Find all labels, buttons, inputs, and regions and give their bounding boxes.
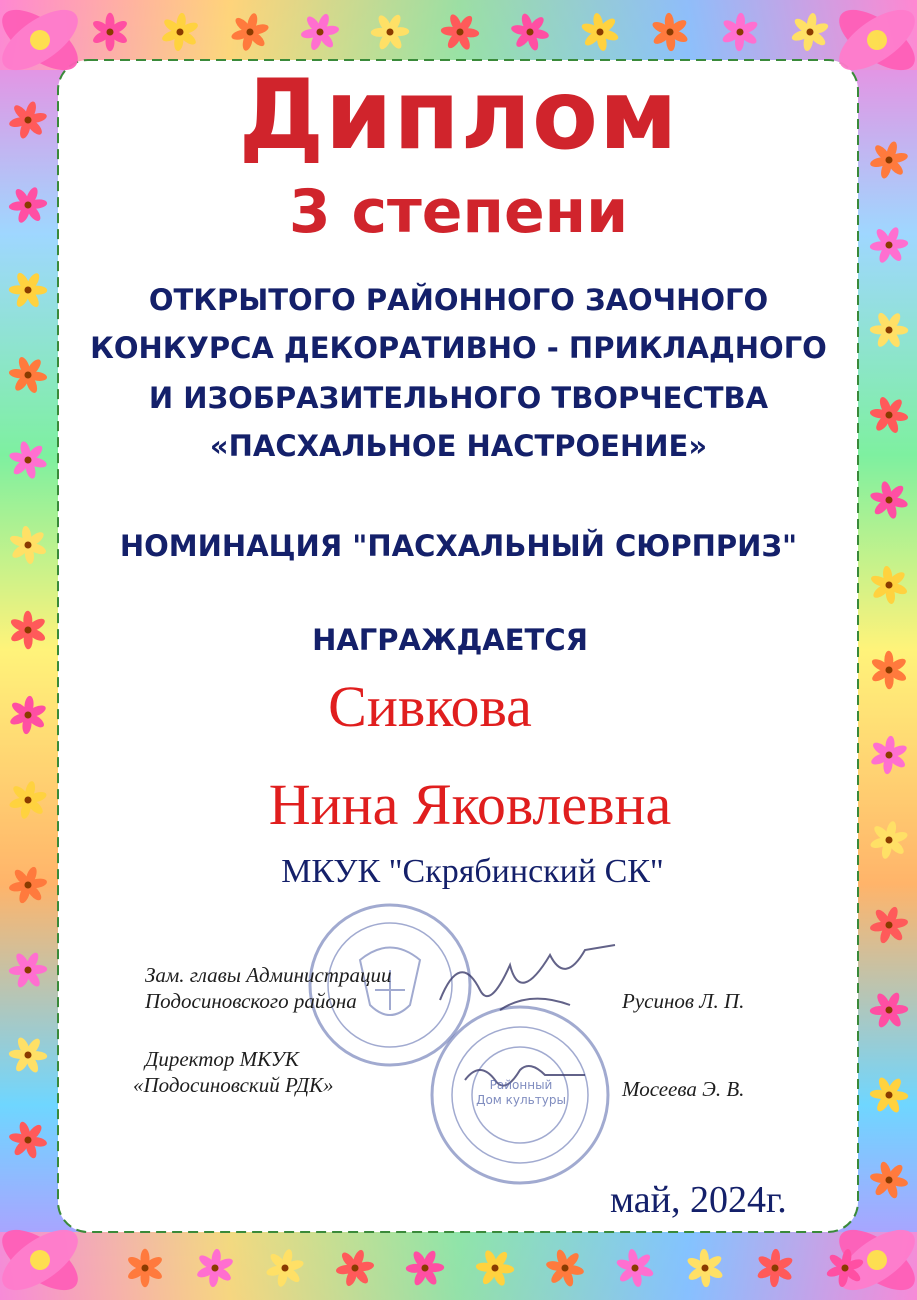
contest-line-1: ОТКРЫТОГО РАЙОННОГО ЗАОЧНОГО xyxy=(148,283,769,317)
signer-1-title-line-1: Зам. главы Администрации xyxy=(145,963,392,987)
awarded-label: НАГРАЖДАЕТСЯ xyxy=(312,623,588,657)
nomination: НОМИНАЦИЯ "ПАСХАЛЬНЫЙ СЮРПРИЗ" xyxy=(119,529,798,563)
recipient-organization: МКУК "Скрябинский СК" xyxy=(281,853,664,890)
signer-1-title-line-2: Подосиновского района xyxy=(145,989,357,1013)
signer-2-title-line-2: «Подосиновский РДК» xyxy=(133,1073,334,1097)
recipient-surname: Сивкова xyxy=(328,674,532,739)
diploma-title: Диплом xyxy=(238,59,679,171)
signer-2-title-line-1: Директор МКУК xyxy=(145,1047,299,1071)
contest-name: «ПАСХАЛЬНОЕ НАСТРОЕНИЕ» xyxy=(209,429,708,463)
contest-line-2: КОНКУРСА ДЕКОРАТИВНО - ПРИКЛАДНОГО xyxy=(90,331,827,365)
diploma-degree: 3 степени xyxy=(288,177,629,247)
contest-line-3: И ИЗОБРАЗИТЕЛЬНОГО ТВОРЧЕСТВА xyxy=(148,381,769,415)
signer-1-name: Русинов Л. П. xyxy=(622,989,745,1013)
issue-date: май, 2024г. xyxy=(610,1179,787,1221)
recipient-name: Нина Яковлевна xyxy=(268,772,672,837)
stamp-text: Районный Дом культуры xyxy=(476,1078,566,1107)
signer-2-name: Мосеева Э. В. xyxy=(622,1077,745,1101)
